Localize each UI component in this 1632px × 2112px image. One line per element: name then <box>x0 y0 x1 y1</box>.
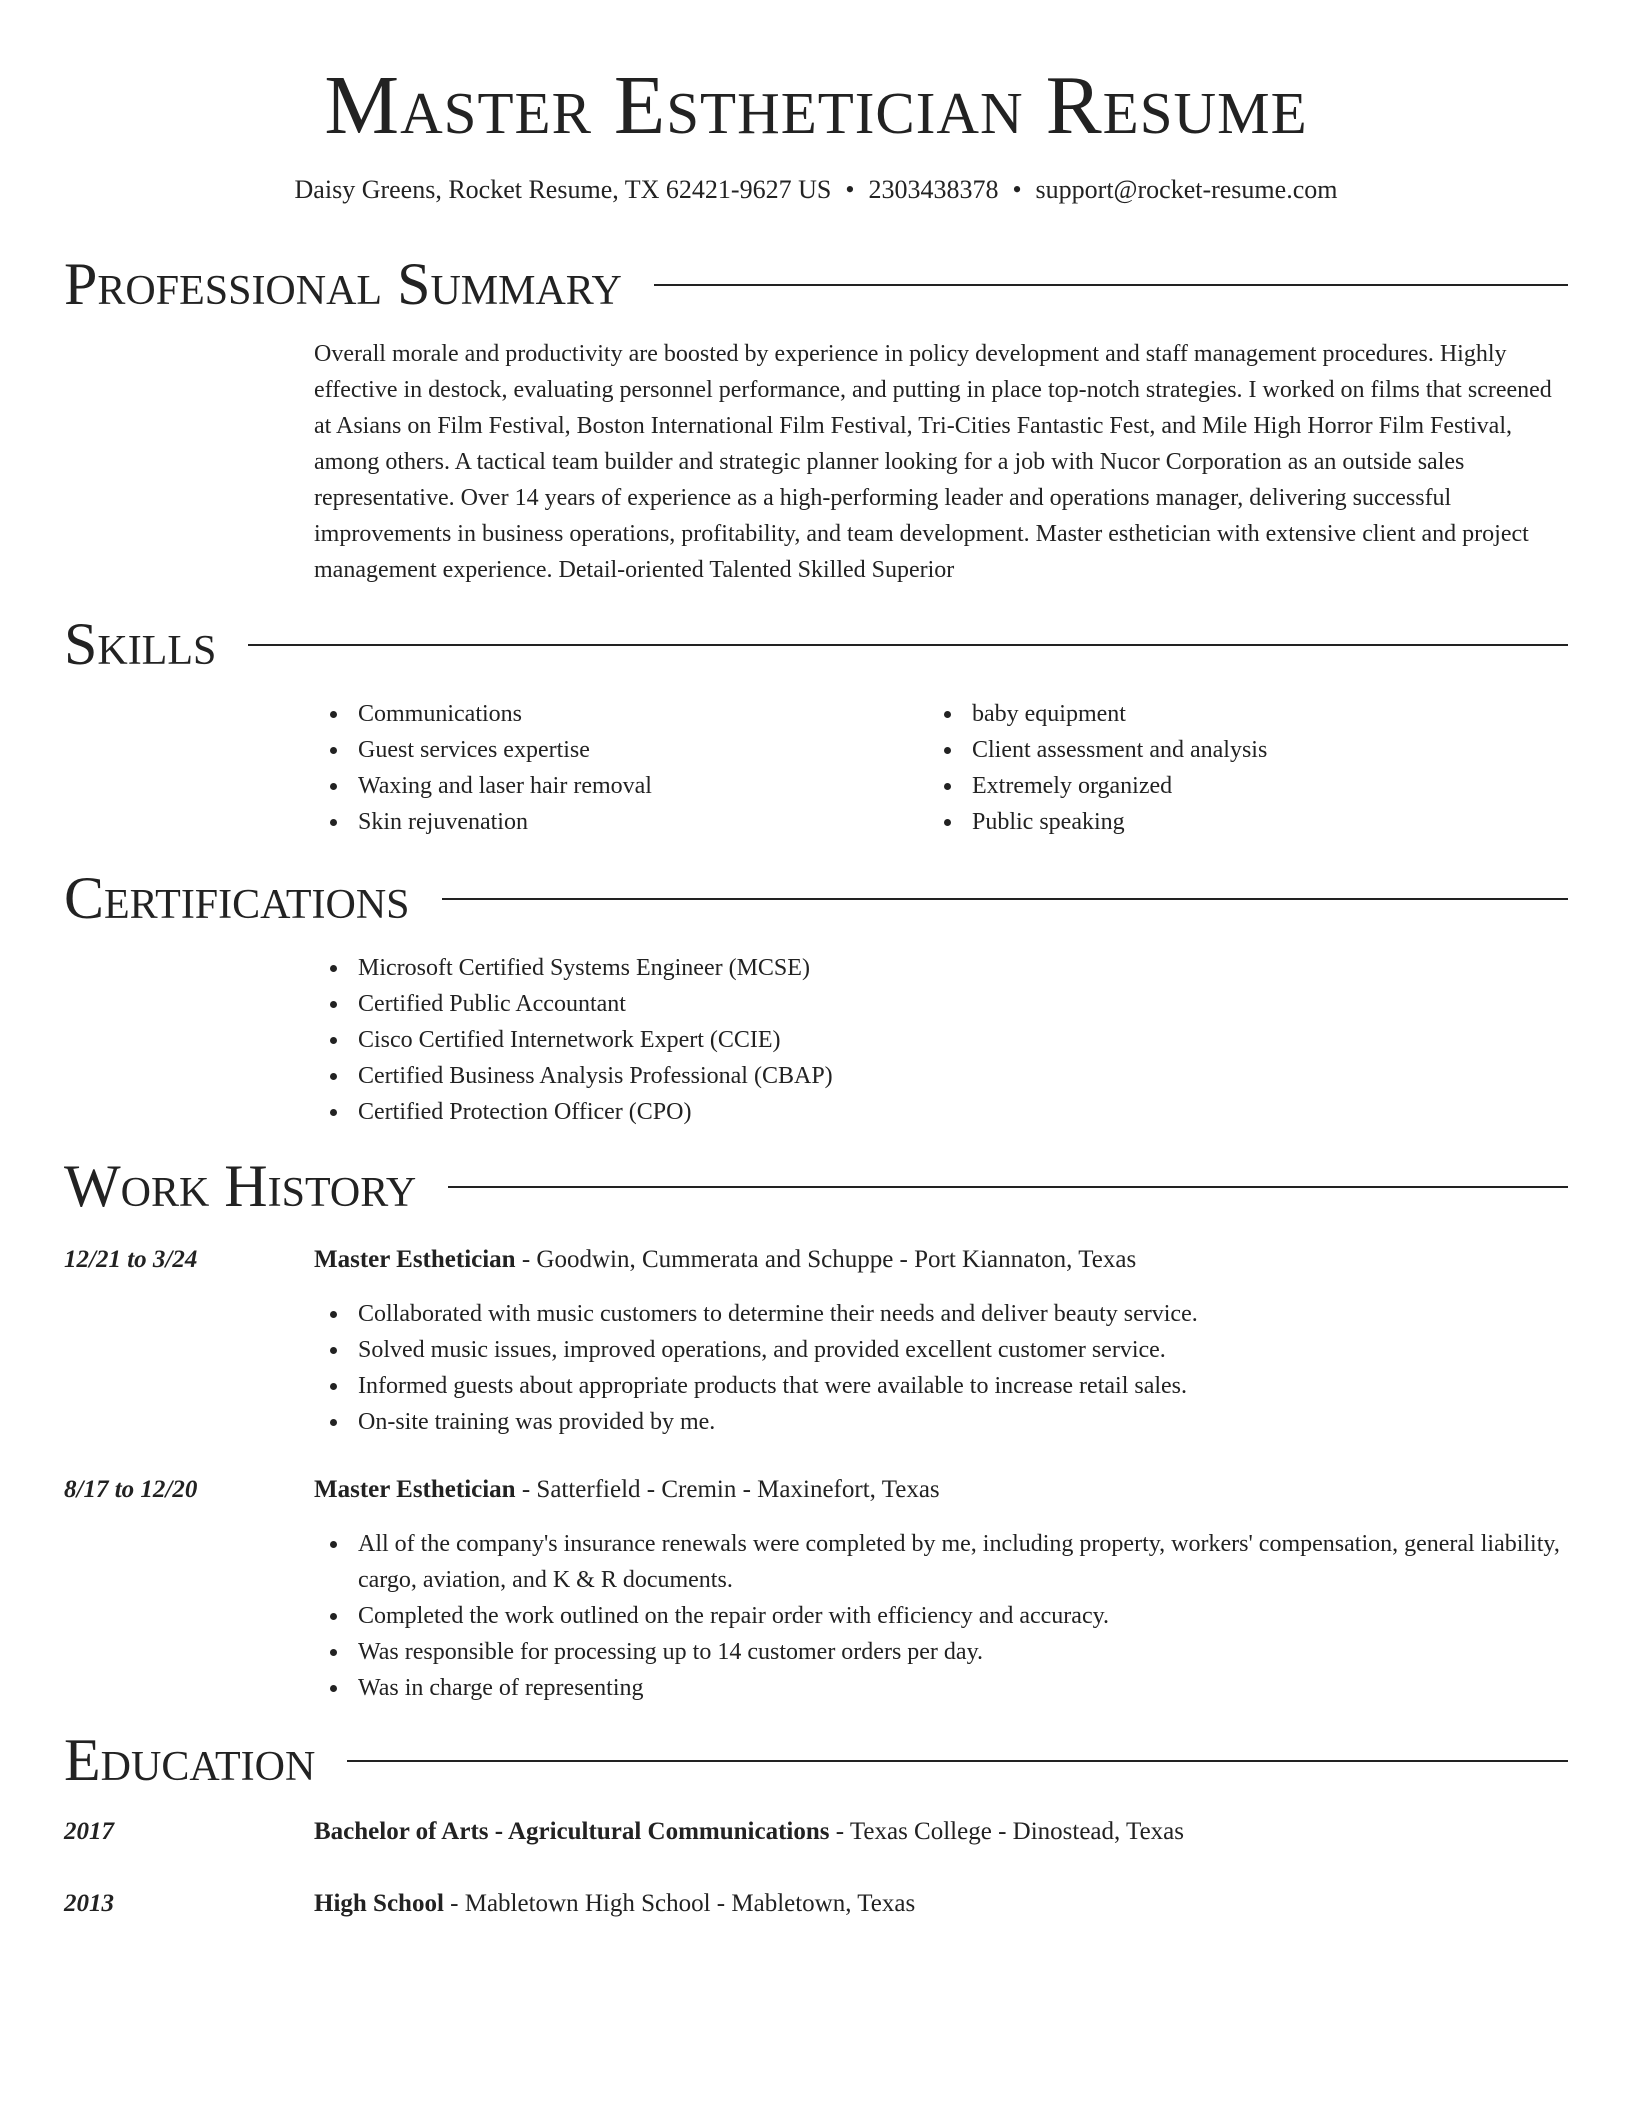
education-year: 2013 <box>64 1890 114 1917</box>
job-bullet: Completed the work outlined on the repair order with efficiency and accuracy. <box>358 1598 1570 1634</box>
skill-item: baby equipment <box>972 696 1572 732</box>
job-bullet: Was in charge of representing <box>358 1670 1570 1706</box>
job-bullet: All of the company's insurance renewals were completed by me, including property, workers' compensation, general liability, cargo, aviation, and K & R documents. <box>358 1526 1570 1598</box>
education-degree: Bachelor of Arts - Agricultural Communications <box>314 1818 830 1845</box>
contact-line <box>0 172 1632 208</box>
certification-item: Certified Protection Officer (CPO) <box>358 1094 1558 1130</box>
section-header-work-history <box>64 1154 1568 1218</box>
resume-title: Master Esthetician Resume <box>324 59 1308 152</box>
education-school: - Mabletown High School - Mabletown, Texas <box>443 1890 916 1917</box>
skill-item: Waxing and laser hair removal <box>358 768 918 804</box>
section-title-summary: Professional Summary <box>64 252 654 316</box>
certification-item: Cisco Certified Internetwork Expert (CCIE) <box>358 1022 1558 1058</box>
certification-item: Microsoft Certified Systems Engineer (MCSE) <box>358 950 1558 986</box>
education-school: - Texas College - Dinostead, Texas <box>829 1818 1185 1845</box>
job-dates: 12/21 to 3/24 <box>64 1246 198 1273</box>
job-title: Master Esthetician <box>314 1476 516 1503</box>
section-divider <box>64 644 1568 646</box>
skills-list-left <box>314 696 918 840</box>
contact-phone: 2303438378 <box>868 175 999 204</box>
skill-item: Guest services expertise <box>358 732 918 768</box>
contact-separator: • <box>845 175 855 204</box>
section-title-work-history: Work History <box>64 1154 448 1218</box>
job-bullet: Solved music issues, improved operations, and provided excellent customer service. <box>358 1332 1570 1368</box>
skills-list-right <box>928 696 1572 840</box>
skill-item: Communications <box>358 696 918 732</box>
job-bullet: Was responsible for processing up to 14 customer orders per day. <box>358 1634 1570 1670</box>
skill-item: Public speaking <box>972 804 1572 840</box>
section-header-summary <box>64 252 1568 316</box>
education-entry <box>314 1814 1184 1850</box>
certification-item: Certified Public Accountant <box>358 986 1558 1022</box>
job-bullet: Informed guests about appropriate products that were available to increase retail sales. <box>358 1368 1570 1404</box>
section-title-education: Education <box>64 1728 347 1792</box>
section-header-education <box>64 1728 1568 1792</box>
job-heading <box>314 1472 940 1508</box>
contact-email: support@rocket-resume.com <box>1035 175 1338 204</box>
skill-item: Client assessment and analysis <box>972 732 1572 768</box>
job-bullet: Collaborated with music customers to determine their needs and deliver beauty service. <box>358 1296 1570 1332</box>
education-degree: High School <box>314 1890 444 1917</box>
job-heading <box>314 1242 1136 1278</box>
certification-item: Certified Business Analysis Professional (CBAP) <box>358 1058 1558 1094</box>
job-bullets <box>314 1296 1570 1440</box>
certifications-list <box>314 950 1558 1130</box>
job-bullet: On-site training was provided by me. <box>358 1404 1570 1440</box>
skill-item: Skin rejuvenation <box>358 804 918 840</box>
section-title-certifications: Certifications <box>64 866 442 930</box>
education-entry <box>314 1886 915 1922</box>
section-header-skills <box>64 612 1568 676</box>
job-company: - Goodwin, Cummerata and Schuppe - Port Kiannaton, Texas <box>515 1246 1137 1273</box>
section-header-certifications <box>64 866 1568 930</box>
summary-text: Overall morale and productivity are boosted by experience in policy development and staff management procedures. Highly effective in destock, evaluating personnel performance, and putting in place top-notch strategies. I worked on films that screened at Asians on Film Festival, Boston International Film Festival, Tri-Cities Fantastic Fest, and Mile High Horror Film Festival, among others. A tactical team builder and strategic planner looking for a job with Nucor Corporation as an outside sales representative. Over 14 years of experience as a high-performing leader and operations manager, delivering successful improvements in business operations, profitability, and team development. Master esthetician with extensive client and project management experience. Detail-oriented Talented Skilled Superior <box>314 341 1552 583</box>
contact-separator: • <box>1012 175 1022 204</box>
education-year: 2017 <box>64 1818 114 1845</box>
job-title: Master Esthetician <box>314 1246 516 1273</box>
job-dates: 8/17 to 12/20 <box>64 1476 198 1503</box>
job-bullets <box>314 1526 1570 1706</box>
job-company: - Satterfield - Cremin - Maxinefort, Texas <box>515 1476 940 1503</box>
skill-item: Extremely organized <box>972 768 1572 804</box>
section-title-skills: Skills <box>64 612 248 676</box>
contact-address: Daisy Greens, Rocket Resume, TX 62421-9627 US <box>294 175 832 204</box>
